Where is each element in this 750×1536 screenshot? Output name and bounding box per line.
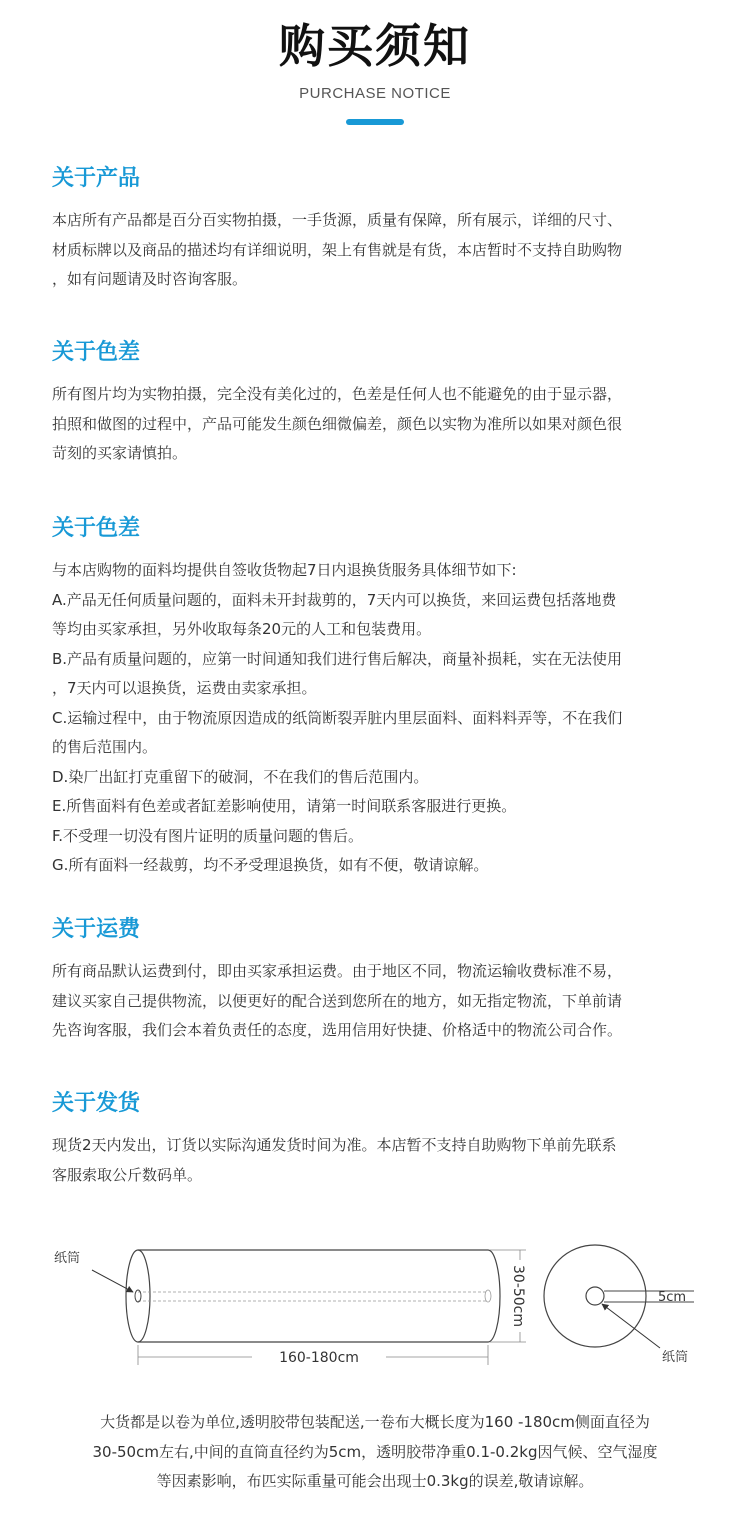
footnote-line: 30-50cm左右,中间的直筒直径约为5cm，透明胶带净重0.1-0.2kg因气候、空气湿度 bbox=[92, 1442, 658, 1461]
body-line: C.运输过程中，由于物流原因造成的纸筒断裂弄脏内里层面料、面料料弄等，不在我们 bbox=[52, 708, 623, 727]
section-about-product bbox=[52, 164, 702, 295]
body-line: 所有商品默认运费到付，即由买家承担运费。由于地区不同，物流运输收费标准不易， bbox=[52, 962, 623, 980]
section-title: 关于色差 bbox=[52, 340, 141, 365]
body-line: ，如有问题请及时咨询客服。 bbox=[52, 270, 248, 288]
section-return-policy bbox=[52, 514, 702, 881]
body-line: 拍照和做图的过程中，产品可能发生颜色细微偏差，颜色以实物为准所以如果对颜色很 bbox=[52, 414, 623, 433]
tube-label-right: 纸筒 bbox=[662, 1350, 689, 1365]
body-line: B.产品有质量问题的，应第一时间通知我们进行售后解决，商量补损耗，实在无法使用 bbox=[52, 649, 623, 668]
body-line: D.染厂出缸打克重留下的破洞，不在我们的售后范围内。 bbox=[52, 767, 429, 786]
body-line: E.所售面料有色差或者缸差影响使用，请第一时间联系客服进行更换。 bbox=[52, 797, 517, 815]
footnote-line: 大货都是以卷为单位,透明胶带包装配送,一卷布大概长度为160 -180cm侧面直径为 bbox=[100, 1413, 650, 1431]
body-line: ，7天内可以退换货，运费由卖家承担。 bbox=[52, 679, 317, 697]
body-line: F.不受理一切没有图片证明的质量问题的售后。 bbox=[52, 826, 363, 845]
length-label: 160-180cm bbox=[279, 1350, 359, 1366]
body-line: 与本店购物的面料均提供自签收货物起7日内退换货服务具体细节如下: bbox=[52, 561, 517, 579]
body-line: 客服索取公斤数码单。 bbox=[52, 1165, 203, 1184]
section-body bbox=[52, 1131, 702, 1190]
body-line: 苛刻的买家请慎拍。 bbox=[52, 444, 188, 462]
body-line: 等均由买家承担，另外收取每条20元的人工和包装费用。 bbox=[52, 620, 432, 638]
tube-label-left: 纸筒 bbox=[54, 1251, 81, 1266]
section-body bbox=[52, 206, 702, 295]
section-about-shipping-fee bbox=[52, 915, 702, 1046]
section-about-color-difference bbox=[52, 338, 702, 469]
fabric-roll-diagram bbox=[40, 1230, 720, 1380]
tube-arrow-right bbox=[602, 1304, 660, 1348]
core-diameter-label: 5cm bbox=[658, 1290, 687, 1305]
body-line: 先咨询客服，我们会本着负责任的态度，选用信用好快捷、价格适中的物流公司合作。 bbox=[52, 1021, 623, 1039]
footnote-line: 等因素影响，布匹实际重量可能会出现士0.3kg的误差,敬请谅解。 bbox=[156, 1472, 594, 1490]
page-subtitle: PURCHASE NOTICE bbox=[299, 85, 451, 102]
section-title: 关于色差 bbox=[52, 516, 141, 541]
body-line: 材质标牌以及商品的描述均有详细说明，架上有售就是有货，本店暂时不支持自助购物 bbox=[52, 240, 623, 259]
body-line: A.产品无任何质量问题的，面料未开封裁剪的，7天内可以换货，来回运费包括落地费 bbox=[52, 590, 617, 609]
diameter-label: 30-50cm bbox=[510, 1264, 526, 1328]
body-line: 本店所有产品都是百分百实物拍摄，一手货源，质量有保障，所有展示，详细的尺寸、 bbox=[52, 211, 623, 229]
body-line: G.所有面料一经裁剪，均不矛受理退换货，如有不便，敬请谅解。 bbox=[52, 856, 489, 874]
roll-side-view bbox=[126, 1250, 500, 1342]
section-title: 关于产品 bbox=[52, 166, 141, 191]
body-line: 所有图片均为实物拍摄，完全没有美化过的，色差是任何人也不能避免的由于显示器， bbox=[52, 385, 623, 403]
section-about-delivery bbox=[52, 1089, 702, 1190]
body-line: 建议买家自己提供物流，以便更好的配合送到您所在的地方，如无指定物流，下单前请 bbox=[52, 991, 623, 1010]
body-line: 的售后范围内。 bbox=[52, 738, 158, 756]
section-body bbox=[52, 957, 702, 1046]
section-title: 关于运费 bbox=[52, 917, 141, 942]
section-title: 关于发货 bbox=[52, 1091, 141, 1116]
title-accent-bar bbox=[346, 119, 404, 125]
section-body bbox=[52, 556, 702, 881]
section-body bbox=[52, 380, 702, 469]
footnote bbox=[0, 1408, 750, 1497]
body-line: 现货2天内发出，订货以实际沟通发货时间为准。本店暂不支持自助购物下单前先联系 bbox=[52, 1136, 617, 1154]
page-title: 购买须知 bbox=[279, 19, 471, 73]
